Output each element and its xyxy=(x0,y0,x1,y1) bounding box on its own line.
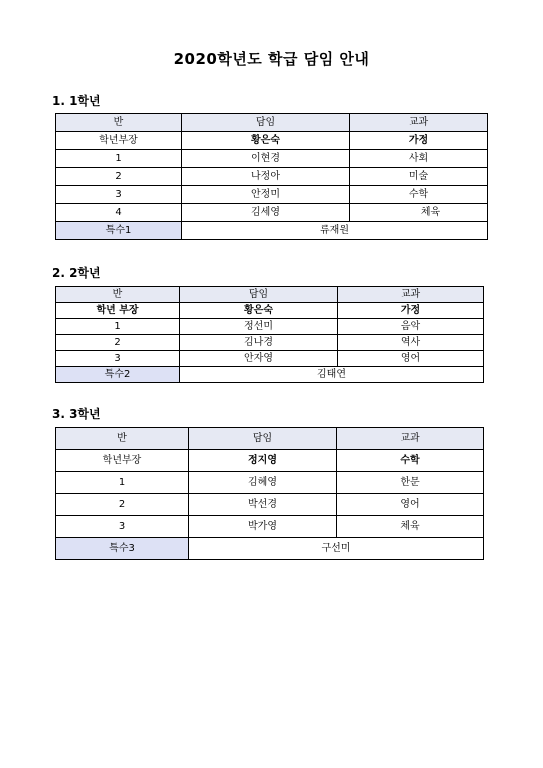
class-number: 3 xyxy=(56,516,189,538)
class-number: 2 xyxy=(56,335,180,351)
grade-head-subject: 가정 xyxy=(338,303,484,319)
special-class-label: 특수2 xyxy=(56,367,180,383)
table-row xyxy=(56,204,488,222)
homeroom-table-grade-2 xyxy=(55,286,484,383)
table-row xyxy=(56,351,484,367)
teacher-name: 김나경 xyxy=(180,335,338,351)
subject-name: 미술 xyxy=(350,168,488,186)
homeroom-table-grade-3 xyxy=(55,427,484,560)
class-number: 2 xyxy=(56,168,182,186)
teacher-name: 김혜영 xyxy=(189,472,337,494)
subject-name: 역사 xyxy=(338,335,484,351)
column-header-subject: 교과 xyxy=(338,287,484,303)
grade-head-teacher: 황은숙 xyxy=(180,303,338,319)
table-row xyxy=(56,186,488,204)
table-row xyxy=(56,168,488,186)
table-row xyxy=(56,516,484,538)
special-class-teacher: 류재원 xyxy=(182,222,488,240)
table-row xyxy=(56,494,484,516)
table-row xyxy=(56,335,484,351)
column-header-class: 반 xyxy=(56,428,189,450)
page-title: 2020학년도 학급 담임 안내 xyxy=(173,50,370,68)
subject-name: 영어 xyxy=(337,494,484,516)
grade-head-row xyxy=(56,303,484,319)
subject-name: 음악 xyxy=(338,319,484,335)
grade-head-subject: 수학 xyxy=(337,450,484,472)
table-row xyxy=(56,150,488,168)
class-number: 3 xyxy=(56,351,180,367)
subject-name: 체육 xyxy=(350,204,488,222)
section-heading-grade-3: 3. 3학년 xyxy=(52,407,101,421)
column-header-subject: 교과 xyxy=(337,428,484,450)
table-row xyxy=(56,472,484,494)
teacher-name: 박선경 xyxy=(189,494,337,516)
table-header-row xyxy=(56,287,484,303)
class-number: 4 xyxy=(56,204,182,222)
class-number: 1 xyxy=(56,472,189,494)
grade-head-teacher: 정지영 xyxy=(189,450,337,472)
teacher-name: 김세영 xyxy=(182,204,350,222)
grade-head-row xyxy=(56,450,484,472)
class-number: 3 xyxy=(56,186,182,204)
teacher-name: 안자영 xyxy=(180,351,338,367)
grade-head-subject: 가정 xyxy=(350,132,488,150)
class-number: 2 xyxy=(56,494,189,516)
special-class-label: 특수3 xyxy=(56,538,189,560)
subject-name: 체육 xyxy=(337,516,484,538)
grade-head-label: 학년부장 xyxy=(56,450,189,472)
class-number: 1 xyxy=(56,319,180,335)
subject-name: 한문 xyxy=(337,472,484,494)
section-heading-grade-2: 2. 2학년 xyxy=(52,266,101,280)
grade-head-label: 학년부장 xyxy=(56,132,182,150)
grade-head-teacher: 황은숙 xyxy=(182,132,350,150)
grade-head-label: 학년 부장 xyxy=(56,303,180,319)
subject-name: 영어 xyxy=(338,351,484,367)
class-number: 1 xyxy=(56,150,182,168)
section-heading-grade-1: 1. 1학년 xyxy=(52,94,101,108)
table-row xyxy=(56,319,484,335)
teacher-name: 안정미 xyxy=(182,186,350,204)
column-header-class: 반 xyxy=(56,287,180,303)
special-class-row xyxy=(56,222,488,240)
homeroom-table-grade-1 xyxy=(55,113,488,240)
column-header-teacher: 담임 xyxy=(182,114,350,132)
special-class-label: 특수1 xyxy=(56,222,182,240)
subject-name: 사회 xyxy=(350,150,488,168)
special-class-row xyxy=(56,538,484,560)
special-class-teacher: 구선미 xyxy=(189,538,484,560)
subject-name: 수학 xyxy=(350,186,488,204)
column-header-teacher: 담임 xyxy=(189,428,337,450)
teacher-name: 이현경 xyxy=(182,150,350,168)
teacher-name: 정선미 xyxy=(180,319,338,335)
grade-head-row xyxy=(56,132,488,150)
column-header-subject: 교과 xyxy=(350,114,488,132)
special-class-row xyxy=(56,367,484,383)
column-header-class: 반 xyxy=(56,114,182,132)
teacher-name: 박가영 xyxy=(189,516,337,538)
table-header-row xyxy=(56,428,484,450)
column-header-teacher: 담임 xyxy=(180,287,338,303)
teacher-name: 나정아 xyxy=(182,168,350,186)
table-header-row xyxy=(56,114,488,132)
special-class-teacher: 김태연 xyxy=(180,367,484,383)
